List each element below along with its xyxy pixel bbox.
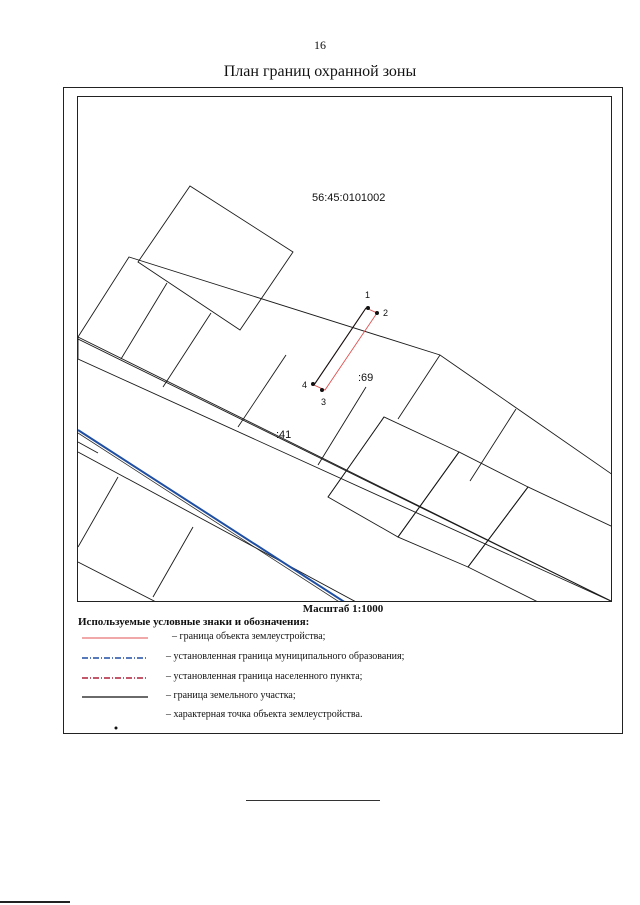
lower-strip-edge bbox=[78, 452, 358, 602]
legend-item-municipal-boundary bbox=[80, 651, 600, 665]
parcel-divider bbox=[163, 313, 211, 387]
point-label-4: 4 bbox=[302, 380, 308, 390]
legend-title: Используемые условные знаки и обозначения: bbox=[78, 616, 310, 628]
map-drawing bbox=[78, 97, 612, 602]
legend-item-object-boundary bbox=[80, 631, 600, 645]
legend-text: – установленная граница населенного пункта; bbox=[166, 671, 363, 682]
legend-text: – граница земельного участка; bbox=[166, 690, 296, 701]
scale-label: Масштаб 1:1000 bbox=[302, 603, 384, 615]
signature-line bbox=[246, 800, 380, 801]
point-label-1: 1 bbox=[365, 290, 371, 300]
parcel-label-41: :41 bbox=[276, 429, 292, 441]
legend-item-parcel-boundary bbox=[80, 690, 600, 704]
map-area bbox=[77, 96, 612, 602]
page-number: 16 bbox=[314, 38, 326, 52]
page-edge-mark bbox=[0, 901, 70, 903]
upper-strip bbox=[78, 257, 612, 602]
legend-text: – граница объекта землеустройства; bbox=[172, 631, 326, 642]
point-1 bbox=[366, 306, 370, 310]
parcel-divider bbox=[121, 283, 167, 359]
legend-text: – характерная точка объекта землеустройства. bbox=[166, 709, 363, 720]
point-label-3: 3 bbox=[321, 397, 327, 407]
municipal-boundary bbox=[78, 430, 346, 602]
legend-item-characteristic-point bbox=[80, 709, 600, 723]
point-4 bbox=[311, 382, 315, 386]
parcel-label-69: :69 bbox=[358, 372, 374, 384]
legend-item-settlement-boundary bbox=[80, 671, 600, 685]
legend-text: – установленная граница муниципального образования; bbox=[166, 651, 405, 662]
point-3 bbox=[320, 388, 324, 392]
point-label-2: 2 bbox=[383, 308, 389, 318]
page-title: План границ охранной зоны bbox=[223, 63, 417, 80]
parcel-top bbox=[138, 186, 293, 330]
point-2 bbox=[375, 311, 379, 315]
quarter-label: 56:45:0101002 bbox=[312, 192, 386, 204]
land-parcel-boundaries bbox=[78, 186, 612, 602]
